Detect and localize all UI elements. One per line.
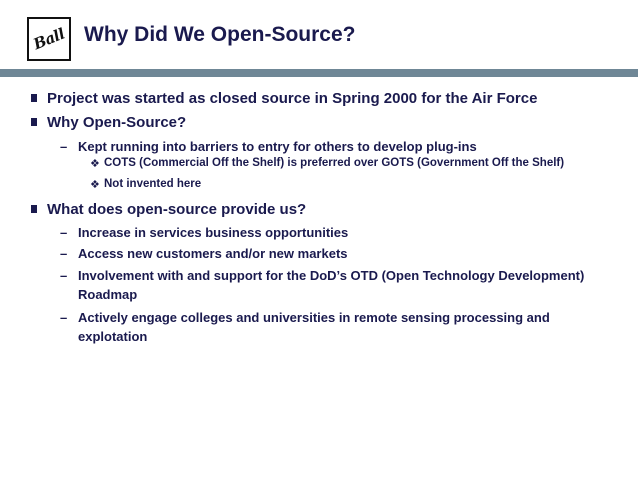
diamond-bullet-icon: ❖ [90, 179, 100, 191]
sub-bullet-text: Increase in services business opportunities [78, 225, 349, 240]
sub-bullet-item [60, 137, 618, 156]
diamond-bullet-icon: ❖ [90, 158, 100, 170]
logo-wordmark: Ball [30, 24, 68, 54]
bullet-text: Why Open-Source? [47, 114, 187, 131]
dash-icon: – [60, 246, 68, 261]
dash-icon: – [60, 139, 68, 154]
sub-bullet-text: Kept running into barriers to entry for others to develop plug-ins [78, 139, 477, 154]
sub-bullet-text: Access new customers and/or new markets [78, 246, 348, 261]
slide-title: Why Did We Open-Source? [84, 23, 356, 46]
third-level-item [90, 157, 565, 170]
dash-icon: – [60, 268, 68, 283]
sub-bullet-item [60, 244, 618, 263]
sub-bullet-item [60, 308, 618, 346]
square-bullet-icon [31, 205, 37, 213]
bullet-item [47, 201, 306, 218]
bullet-text: Project was started as closed source in Spring 2000 for the Air Force [47, 90, 538, 107]
bullet-item [47, 114, 186, 131]
ball-logo [27, 17, 71, 61]
square-bullet-icon [31, 94, 37, 102]
sub-bullet-text: Involvement with and support for the DoD’s OTD (Open Technology Development) Roadmap [78, 268, 585, 302]
title-divider [0, 69, 638, 77]
third-level-text: Not invented here [104, 178, 202, 190]
bullet-text: What does open-source provide us? [47, 201, 307, 218]
bullet-item [47, 90, 537, 107]
third-level-item [90, 178, 202, 191]
dash-icon: – [60, 310, 68, 325]
sub-bullet-item [60, 266, 618, 304]
dash-icon: – [60, 225, 68, 240]
square-bullet-icon [31, 118, 37, 126]
sub-bullet-item [60, 223, 618, 242]
sub-bullet-text: Actively engage colleges and universities in remote sensing processing and explotation [78, 310, 550, 344]
third-level-text: COTS (Commercial Off the Shelf) is preferred over GOTS (Government Off the Shelf) [104, 157, 565, 169]
